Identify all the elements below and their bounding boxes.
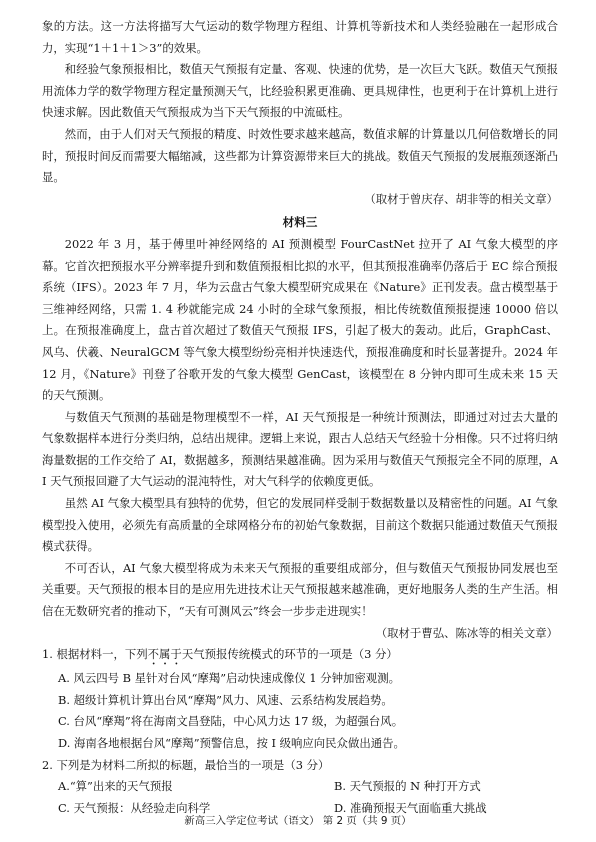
question-2-stem-text: 下列是为材料二所拟的标题，最恰当的一项是（3 分） (56, 757, 330, 772)
question-2-option-c[interactable]: C. 天气预报：从经验走向科学 (58, 800, 211, 815)
question-1-option-c[interactable]: C. 台风“摩羯”将在海南文昌登陆，中心风力达 17 级，为超强台风。 (58, 714, 404, 729)
exam-page (42, 16, 558, 819)
question-1-option-b[interactable]: B. 超级计算机计算出台风“摩羯”风力、风速、云系结构发展趋势。 (58, 692, 393, 707)
question-1-number: 1. (42, 647, 53, 662)
paragraph-2: 和经验气象预报相比，数值天气预报有定量、客观、快速的优势，是一次巨大飞跃。数值天气预报用流体力学的数学物理方程定量预测天气，比经验积累更准确、更具规律性，也更利于在计算机上进行快速求解。因此数值天气预报成为当下天气预报的中流砥柱。 (42, 62, 558, 120)
question-1-stem-post: 天气预报传统模式的环节的一项是（3 分） (181, 647, 398, 662)
source-citation-3: （取材于曹弘、陈冰等的相关文章） (375, 625, 558, 640)
source-citation-2: （取材于曾庆存、胡非等的相关文章） (364, 191, 558, 206)
page-footer: 新高三入学定位考试（语文） 第 2 页（共 9 页） (184, 815, 412, 827)
question-1 (42, 644, 558, 754)
material-3-title: 材料三 (282, 215, 318, 230)
question-2-option-a[interactable]: A.“算”出来的天气预报 (58, 779, 173, 794)
question-2-option-d[interactable]: D. 准确预报天气面临重大挑战 (334, 800, 487, 815)
question-2 (42, 755, 558, 820)
question-2-number: 2. (42, 757, 53, 772)
paragraph-7: 不可否认，AI 气象大模型将成为未来天气预报的重要组成部分，但与数值天气预报协同发展也至关重要。天气预报的根本目的是应用先进技术让天气预报越来越准确，更好地服务人类的生产生活。相信在无数研究者的推动下，“天有可测风云”终会一步步走进现实！ (42, 560, 558, 619)
paragraph-6: 虽然 AI 气象大模型具有独特的优势，但它的发展同样受制于数据数量以及精密性的问题。AI 气象模型投入使用，必须先有高质量的全球网格分布的初始气象数据，目前这个数据只能通过数值天气预报模式获得。 (42, 496, 558, 554)
question-1-option-a[interactable]: A. 风云四号 B 星针对台风“摩羯”启动快速成像仪 1 分钟加密观测。 (58, 671, 400, 686)
question-1-stem-pre: 根据材料一，下列 (56, 647, 148, 662)
question-1-stem (42, 644, 558, 668)
paragraph-5: 与数值天气预测的基础是物理模型不一样，AI 天气预报是一种统计预测法，即通过对过去大量的气象数据样本进行分类归纳，总结出规律。逻辑上来说，跟古人总结天气经验十分相像。只不过将归纳海量数据的工作交给了 AI，数据越多，预测结果越准确。因为采用与数值天气预报完全不同的原理，AI 天气预报回避了大气运动的混沌特性，对大气科学的依赖度更低。 (42, 409, 558, 489)
question-1-stem-emphasis: 不属于 (147, 647, 182, 662)
question-2-option-b[interactable]: B. 天气预报的 N 种打开方式 (334, 779, 481, 794)
paragraph-3: 然而，由于人们对天气预报的精度、时效性要求越来越高，数值求解的计算量以几何倍数增长的同时，预报时间反而需要大幅缩减，这些都为计算资源带来巨大的挑战。数值天气预报的发展瓶颈逐渐凸显。 (42, 126, 558, 185)
paragraph-1: 象的方法。这一方法将描写大气运动的数学物理方程组、计算机等新技术和人类经验融在一起形成合力，实现“1＋1＋1＞3”的效果。 (42, 19, 558, 55)
question-2-stem (42, 755, 558, 777)
paragraph-4: 2022 年 3 月，基于傅里叶神经网络的 AI 预测模型 FourCastNet 拉开了 AI 气象大模型的序幕。它首次把预报水平分辨率提升到和数值预报相比拟的水平，但其预报准确率仍落后于 EC 综合预报系统（IFS）。2023 年 7 月，华为云盘古气象大模型研究成果在《Nature》正刊发表。盘古模型基于三维神经网络，只需 1. 4 秒就能完成 24 小时的全球气象预报，相比传统数值预报提速 10000 倍以上。在预报准确度上，盘古首次超过了数值天气预报 IFS，引起了极大的轰动。此后，GraphCast、风乌、伏羲、NeuralGCM 等气象大模型纷纷亮相并快速迭代，预报准确度和时长显著提升。2024 年 12 月，《Nature》刊登了谷歌开发的气象大模型 GenCast，该模型在 8 分钟内即可生成未来 15 天的天气预测。 (42, 236, 558, 403)
question-1-option-d[interactable]: D. 海南各地根据台风“摩羯”预警信息，按 Ⅰ 级响应向民众做出通告。 (58, 736, 405, 750)
